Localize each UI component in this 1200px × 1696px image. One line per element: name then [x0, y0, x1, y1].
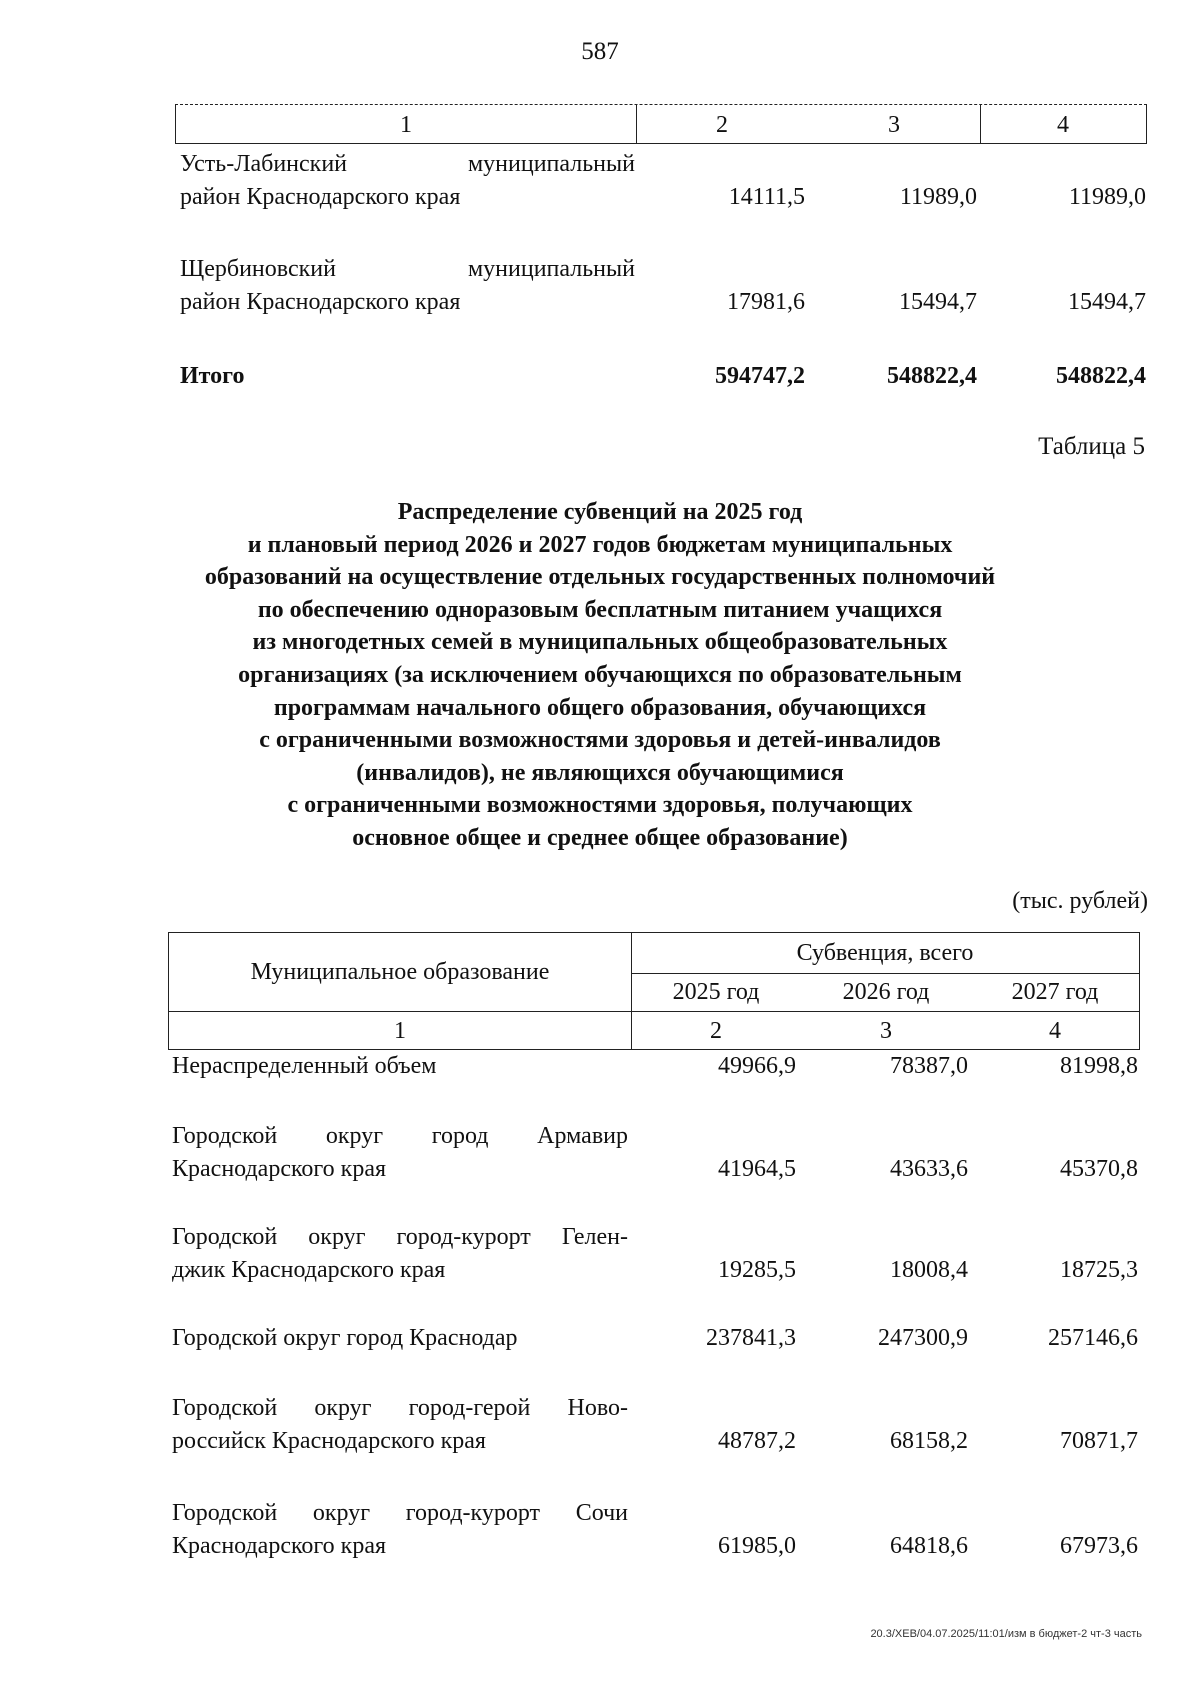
col-municipality: Муниципальное образование [250, 959, 550, 985]
value-2025: 48787,2 [718, 1428, 796, 1454]
total-label: Итого [180, 363, 245, 389]
row-name-line1: Щербиновский муниципальный [180, 256, 635, 282]
value-2025: 17981,6 [727, 289, 805, 315]
title-line: с ограниченными возможностями здоровья, получающих [287, 792, 913, 819]
row-name-line2: российск Краснодарского края [172, 1428, 486, 1454]
col-number-4: 4 [1049, 1018, 1061, 1044]
value-2025: 237841,3 [706, 1325, 796, 1351]
table-label: Таблица 5 [1038, 433, 1145, 460]
prev-table-header [175, 104, 1147, 144]
col-number-1: 1 [394, 1018, 406, 1044]
prev-col-4: 4 [1057, 112, 1069, 138]
title-line: и плановый период 2026 и 2027 годов бюджетам муниципальных [247, 531, 953, 558]
title-line: организациях (за исключением обучающихся по образовательным [238, 661, 962, 688]
value-2027: 18725,3 [1060, 1257, 1138, 1283]
row-name-line1: Городской округ город-герой Ново- [172, 1395, 628, 1421]
value-2026: 11989,0 [899, 184, 977, 210]
row-name-line2: район Краснодарского края [180, 289, 461, 315]
prev-col-1: 1 [400, 112, 412, 138]
row-name-line1: Городской округ город-курорт Сочи [172, 1500, 628, 1526]
page-number: 587 [581, 38, 619, 65]
value-2026: 15494,7 [899, 289, 977, 315]
title-line: программам начального общего образования, обучающихся [273, 694, 927, 721]
total-2027: 548822,4 [1056, 363, 1146, 389]
value-2025: 61985,0 [718, 1533, 796, 1559]
prev-col-3: 3 [888, 112, 900, 138]
value-2027: 257146,6 [1048, 1325, 1138, 1351]
value-2026: 64818,6 [890, 1533, 968, 1559]
value-2026: 247300,9 [878, 1325, 968, 1351]
value-2026: 68158,2 [890, 1428, 968, 1454]
col-number-2: 2 [710, 1018, 722, 1044]
value-2027: 67973,6 [1060, 1533, 1138, 1559]
row-name-line1: Нераспределенный объем [172, 1053, 437, 1079]
col-year-2027: 2027 год [1011, 979, 1099, 1005]
title-line: из многодетных семей в муниципальных общеобразовательных [252, 629, 948, 656]
units-label: (тыс. рублей) [1012, 888, 1148, 914]
value-2026: 43633,6 [890, 1156, 968, 1182]
value-2027: 11989,0 [1068, 184, 1146, 210]
title-line: образований на осуществление отдельных государственных полномочий [204, 564, 996, 591]
col-number-3: 3 [880, 1018, 892, 1044]
value-2027: 45370,8 [1060, 1156, 1138, 1182]
title-line: по обеспечению одноразовым бесплатным питанием учащихся [257, 596, 943, 623]
total-2026: 548822,4 [887, 363, 977, 389]
value-2025: 19285,5 [718, 1257, 796, 1283]
value-2025: 49966,9 [718, 1053, 796, 1079]
row-name-line2: район Краснодарского края [180, 184, 461, 210]
value-2026: 18008,4 [890, 1257, 968, 1283]
title-line: Распределение субвенций на 2025 год [397, 499, 803, 525]
value-2026: 78387,0 [890, 1053, 968, 1079]
total-2025: 594747,2 [715, 363, 805, 389]
row-name-line1: Городской округ город-курорт Гелен- [172, 1224, 628, 1250]
col-year-2025: 2025 год [672, 979, 760, 1005]
row-name-line1: Усть-Лабинский муниципальный [180, 151, 635, 177]
value-2025: 14111,5 [728, 184, 805, 210]
value-2025: 41964,5 [718, 1156, 796, 1182]
row-name-line1: Городской округ город Армавир [172, 1123, 628, 1149]
value-2027: 81998,8 [1060, 1053, 1138, 1079]
title-line: с ограниченными возможностями здоровья и детей-инвалидов [259, 727, 941, 754]
row-name-line2: джик Краснодарского края [172, 1257, 446, 1283]
col-year-2026: 2026 год [842, 979, 930, 1005]
main-table-header [168, 932, 1140, 1050]
title-line: основное общее и среднее общее образование) [352, 824, 848, 851]
footer-reference: 20.3/ХЕВ/04.07.2025/11:01/изм в бюджет-2 чт-3 часть [870, 1628, 1142, 1640]
value-2027: 15494,7 [1068, 289, 1146, 315]
row-name-line2: Краснодарского края [172, 1533, 387, 1559]
col-subvention: Субвенция, всего [796, 940, 974, 966]
value-2027: 70871,7 [1060, 1428, 1138, 1454]
table-title [150, 496, 1050, 855]
prev-col-2: 2 [716, 112, 728, 138]
title-line: (инвалидов), не являющихся обучающимися [356, 759, 844, 786]
row-name-line1: Городской округ город Краснодар [172, 1325, 518, 1351]
row-name-line2: Краснодарского края [172, 1156, 387, 1182]
